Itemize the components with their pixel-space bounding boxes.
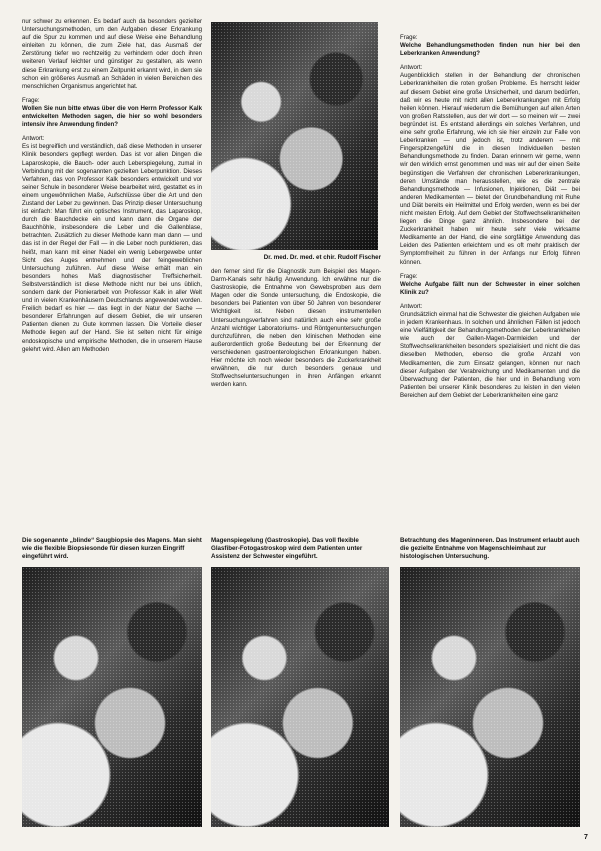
question-text: Wollen Sie nun bitte etwas über die von Herrn Professor Kalk entwickelten Methoden sagen, die hier so wohl besonders intensiv ihre Anwendung finden? xyxy=(22,104,202,129)
answer-text: Grundsätzlich einmal hat die Schwester die gleichen Aufgaben wie in jedem Krankenhaus. In solchen und ähnlichen Fällen ist jedoch eine Vielfältigkeit der Behandlungsmethoden der Leberkrankheiten wie auch der Gallen-Magen-Darmleiden und der Stoffwechselkrankheiten besonders spezialisiert und nicht die das dieselben Methoden, ebenso die große Anzahl von Medikamenten, die zum Einsatz gelangen, können nur nach dieser Aufgaben der Verabreichung und Medikamenten und die Überwachung der Patienten, die hier und in Behandlung vom Patienten bei unserer Klinik besonderes zu leisten in den vielen Bereichen auf dem Gebiet der Leberkrankheiten eine ganz xyxy=(400,311,580,399)
photo-saugbiopsie xyxy=(22,567,202,827)
middle-text-column xyxy=(211,268,381,530)
photo-magenspiegelung xyxy=(211,567,389,827)
answer-label: Antwort: xyxy=(400,64,423,72)
question-text: Welche Behandlungsmethoden finden nun hier bei den Leberkranken Anwendung? xyxy=(400,42,580,58)
photo-caption-left: Die sogenannte „blinde“ Saugbiopsie des Magens. Man sieht wie die flexible Biopsiesonde für diesen kurzen Eingriff eingeführt wird. xyxy=(22,537,202,560)
portrait-photo xyxy=(211,22,378,250)
answer-label: Antwort: xyxy=(22,135,45,143)
answer-text: Es ist begreiflich und verständlich, daß diese Methoden in unserer Klinik besonders gepflegt werden. Das ist vor allen Dingen die Laparoskopie, die Bauch- oder auch Leberspiegelung, zumal in Verbindung mit der sogenannten gezielten Leberpunktion. Dieses Verfahren, das von Professor Kalk besonders entwickelt und vor seiner Schule in besonderer Weise bearbeitet wird, gestattet es in einem ungewöhnlichen Maße, Aufschlüsse über die Art und den Zustand der Leber zu gewinnen. Das Prinzip dieser Untersuchung ist einfach: Man führt ein optisches Instrument, das Laparoskop, durch die Bauchdecke ein und kann dann die Organe der Bauchhöhle, insbesondere die Leber und die Gallenblase, betrachten. Zusätzlich zu dieser Methode kann man dann — und das ist in der Regel der Fall — in die Leber noch punktieren, das heißt, man kann mit einer Nadel ein wenig Lebergewebe unter Sicht des Auges entnehmen und der feingeweblichen Untersuchung zuführen. Auf diese Weise erhält man ein besonders hohes Maß diagnostischer Treffsicherheit. Selbstverständlich ist diese Methode nicht nur bei uns üblich, sondern dank der Pionierarbeit von Professor Kalk in aller Welt und in vielen Krankenhäusern Deutschlands angewendet worden. Freilich bedarf es hier — das liegt in der Natur der Sache — besonderer Erfahrungen auf diesem Gebiet, die wir unseren Patienten dienen zu Gute kommen lassen. Die Vorteile dieser Methode liegen auf der Hand. Sie ist selten nicht für einige endoskopische und empirische Methoden, die in unserem Hause gelehrt wird. Allen am Methoden xyxy=(22,143,202,353)
left-text-column xyxy=(22,18,202,530)
photo-caption-middle: Magenspiegelung (Gastroskopie). Das voll flexible Glasfiber-Fotogastroskop wird dem Patienten unter Assistenz der Schwester eingeführt. xyxy=(211,537,363,560)
middle-paragraph: den ferner sind für die Diagnostik zum Beispiel des Magen-Darm-Kanals sehr häufig Anwendung. Ich erwähne nur die Gastroskopie, die Entnahme von Gewebsproben aus dem Magen oder die Sonde untersuchung, die Endoskopie, die besonders bei Patienten von über 50 Jahren von besonderer Wichtigkeit ist. Neben diesen instrumentellen Untersuchungsverfahren sind natürlich auch eine sehr große Anzahl wichtiger Laboratoriums- und Röntgenuntersuchungen durchzuführen, die neben den klinischen Methoden eine außerordentlich große Bedeutung bei der Erkennung der verschiedenen gastroenterologischen Erkrankungen haben. Hier möchte ich noch wieder besonders die Zuckerkrankheit erwähnen, die nur durch besonders genaue und Stoffwechseluntersuchungen in ihren Anfängen erkannt werden kann. xyxy=(211,268,381,389)
photo-mageninneres xyxy=(400,567,580,827)
right-text-column xyxy=(400,28,580,530)
question-label: Frage: xyxy=(400,272,418,280)
page-number: 7 xyxy=(584,834,588,841)
portrait-caption: Dr. med. Dr. med. et chir. Rudolf Fischer xyxy=(263,254,381,261)
photo-caption-right: Betrachtung des Mageninneren. Das Instrument erlaubt auch die gezielte Entnahme von Magenschleimhaut zur histologischen Untersuchung. xyxy=(400,537,580,560)
answer-text: Augenblicklich stellen in der Behandlung der chronischen Leberkrankheiten die roten großen Probleme. Es herrscht leider auf diesem Gebiet eine große Unsicherheit, und darum bedürfen, daß wir es heute mit nicht allen Lebererkrankungen mit Erfolg heilen können. Hierauf wiederum die Bemühungen auf allen Arten von großen Ratsstellen, aus der wir dort — so meinen wir — zwei begründet ist. Es entstand allerdings ein solches Verfahren, und eine sehr große Erfahrung, wie ich sie hier einzeln zur Falle von Leberkranken — und jedoch ist, trotz anderem — mit Fingerspitzengefühl die in diesen Individuellen besten Behandlungsmethode zu finden. Daran erinnern wir gerne, wenn wir den wirklich ernst genommen und was wir auf der einen Seite begünstigen die Verfahren der chronischen Lebererkrankungen, deren Umstände man herausstellen, wie es die zentrale Behandlungsmethode — Infusionen, Injektionen, Diät — bei anderen Medikamenten — bietet der Grundbehandlung mit Ruhe und Diät bereits ein Heilmittel und Erfolg werden, wenn es bei der nicht meisten Erfolg. Auf dem Gebiet der Stoffwechselkrankheiten liegen die Dinge ganz ähnlich. Insbesondere bei der Zuckerkrankheit haben wir heute sehr viele wirksame Medikamente an der Hand, die eine sorgfältige Anwendung das Leiden des Patienten erleichtern und es oft mehr praktisch der Symptomfreiheit zu führen in der Anfangs nur Erfolg führen können. xyxy=(400,72,580,266)
question-label: Frage: xyxy=(22,96,40,104)
question-label: Frage: xyxy=(400,34,418,41)
question-text: Welche Aufgabe fällt nun der Schwester in einer solchen Klinik zu? xyxy=(400,280,580,296)
intro-paragraph: nur schwer zu erkennen. Es bedarf auch da besonders gezielter Untersuchungsmethoden, um den Aufgaben dieser Erkrankung auf die Spur zu kommen und auf diese Weise eine Behandlung einleiten zu können, die zum Ziele hat, das Ausmaß der Zerstörung tiefer wo rechtzeitig zu verhindern oder doch ihren weiteren Verlauf leichter und günstiger zu gestalten, als wenn diese Erkrankung erst zu einem Zeitpunkt erkannt wird, in dem sie schon ein größeres Ausmaß an Schäden in vielen Bereichen des menschlichen Organismus angerichtet hat. xyxy=(22,18,202,90)
answer-label: Antwort: xyxy=(400,302,423,310)
